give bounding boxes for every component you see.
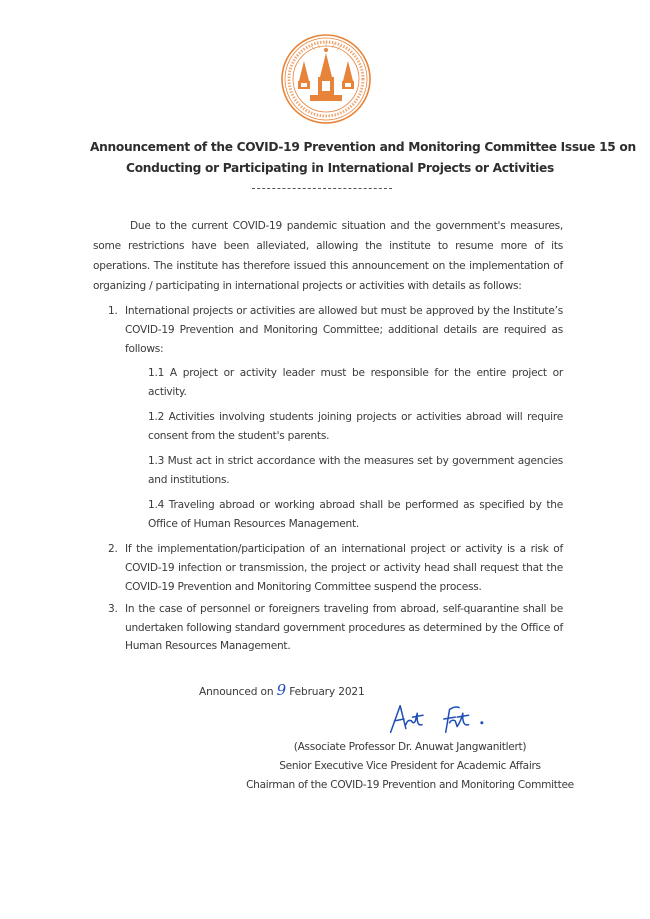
announcement-title-line2: Conducting or Participating in International Projects or Activities — [126, 161, 554, 175]
announcement-footer — [0, 680, 650, 795]
list-item-text: If the implementation/participation of an international project or activity is a risk of COVID-19 infection or transmission, the project or activity head shall request that the COVID-19 Prevention and Monitoring Committee suspend the process. — [125, 543, 563, 593]
signer-committee-title: Chairman of the COVID-19 Prevention and Monitoring Committee — [246, 779, 574, 791]
sub-item-1-3: 1.3 Must act in strict accordance with the measures set by government agencies and institutions. — [148, 455, 563, 487]
announcement-body — [93, 216, 563, 659]
list-item-number: 1. — [108, 305, 118, 317]
announcement-date — [199, 680, 650, 700]
list-item-number: 3. — [108, 602, 118, 615]
list-item-text: International projects or activities are allowed but must be approved by the Institute’s COVID-19 Prevention and Monitoring Committee; additional details are required as follows: — [125, 305, 563, 355]
list-item-text: In the case of personnel or foreigners traveling from abroad, self-quarantine shall be undertaken following standard government procedures as determined by the Office of Human Resources Management. — [125, 602, 563, 653]
sub-item-list — [93, 364, 563, 534]
sub-item-1-4: 1.4 Traveling abroad or working abroad shall be performed as specified by the Office of Human Resources Management. — [148, 499, 563, 531]
intro-paragraph: Due to the current COVID-19 pandemic situation and the government's measures, some restrictions have been alleviated, allowing the institute to resume more of its operations. The institute has therefore issued this announcement on the implementation of organizing / participating in international projects or activities with details as follows: — [93, 220, 563, 292]
list-item-number: 2. — [108, 543, 118, 556]
list-item-3 — [108, 600, 563, 656]
institution-seal-icon — [280, 33, 372, 125]
sub-item-1-2: 1.2 Activities involving students joining projects or activities abroad will require consent from the student's parents. — [148, 411, 563, 443]
handwritten-signature-icon — [386, 700, 496, 738]
announced-day-handwritten: 9 — [276, 681, 287, 699]
announcement-title-line1: Announcement of the COVID-19 Prevention and Monitoring Committee Issue 15 on — [90, 140, 636, 154]
title-divider — [252, 188, 392, 189]
announced-prefix: Announced on — [199, 686, 274, 698]
announced-month-year: February 2021 — [289, 686, 365, 698]
sub-item-1-1: 1.1 A project or activity leader must be responsible for the entire project or activity. — [148, 367, 563, 399]
list-item-2 — [108, 540, 563, 596]
signer-name: (Associate Professor Dr. Anuwat Jangwanitlert) — [293, 741, 527, 753]
signer-title: Senior Executive Vice President for Academic Affairs — [279, 760, 541, 772]
list-item-1 — [108, 302, 563, 358]
